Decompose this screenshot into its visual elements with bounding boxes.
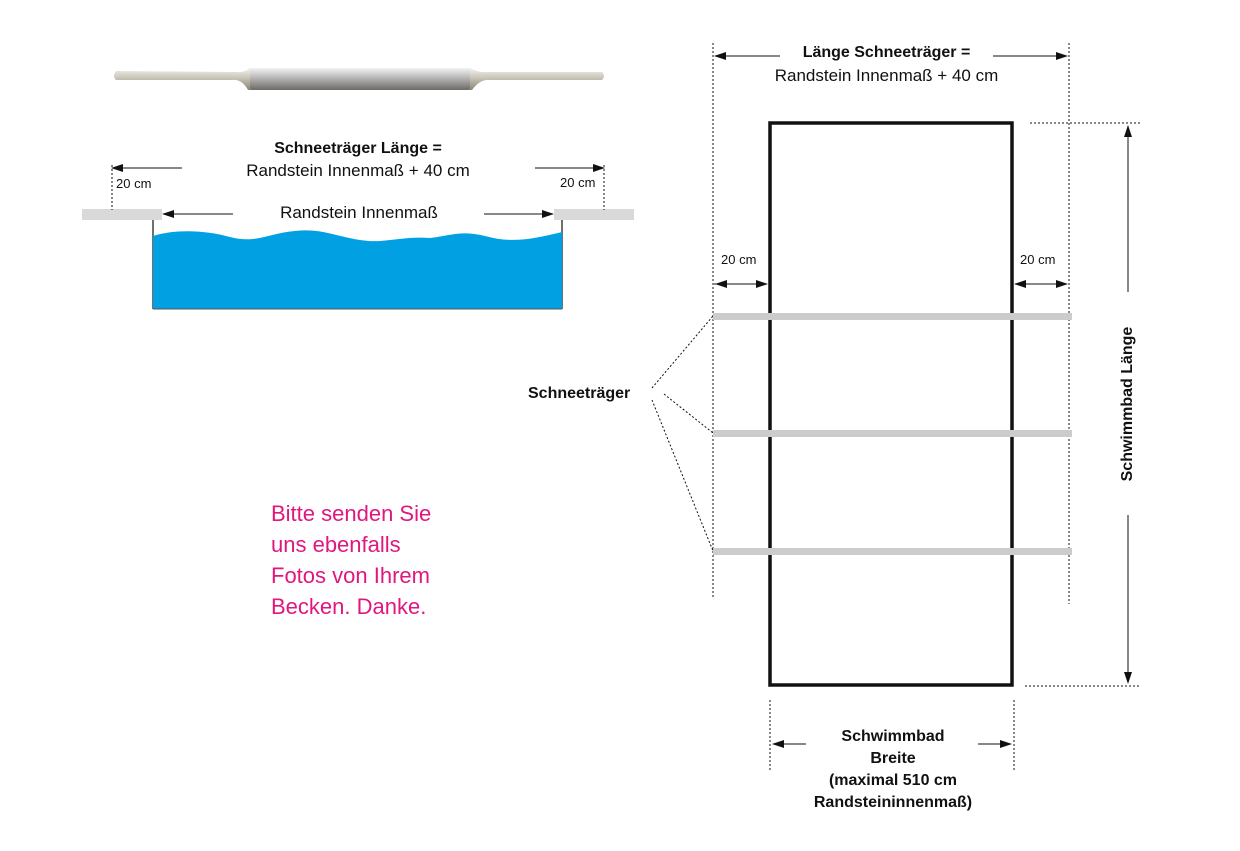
pool-width-line1: Schwimmbad <box>841 728 945 745</box>
left-title-line1: Schneeträger Länge = <box>274 140 442 157</box>
message-line-2: uns ebenfalls <box>271 532 401 557</box>
pool-water <box>153 230 562 309</box>
pool-width-label <box>790 726 996 814</box>
right-curb <box>554 209 634 220</box>
message-line-3: Fotos von Ihrem <box>271 563 430 588</box>
pool-length-label: Schwimmbad Länge <box>1119 326 1136 482</box>
snow-beam-1 <box>713 313 1072 320</box>
pool-width-line3: (maximal 510 cm <box>828 772 958 789</box>
snow-beam-3 <box>713 548 1072 555</box>
left-curb <box>82 209 162 220</box>
left-offset-label: 20 cm <box>116 176 152 191</box>
pool-cross-section <box>82 165 634 309</box>
beam-length-line1: Länge Schneeträger = <box>802 44 971 61</box>
beam-length-line2: Randstein Innenmaß + 40 cm <box>774 66 999 85</box>
left-title-line2: Randstein Innenmaß + 40 cm <box>246 161 470 180</box>
pool-width-line2: Breite <box>870 750 916 767</box>
inner-measure-label: Randstein Innenmaß <box>280 203 438 222</box>
message-line-1: Bitte senden Sie <box>271 501 432 526</box>
pool-top-view <box>652 43 1140 770</box>
snow-beams-label: Schneeträger <box>528 385 631 402</box>
photo-request-message <box>271 498 431 622</box>
message-line-4: Becken. Danke. <box>271 594 427 619</box>
right-offset-label: 20 cm <box>560 175 596 190</box>
pool-outline <box>770 123 1012 685</box>
snow-beam-photo <box>114 68 604 90</box>
top-left-offset-label: 20 cm <box>721 252 757 267</box>
top-right-offset-label: 20 cm <box>1020 252 1056 267</box>
pool-width-line4: Randsteininnenmaß) <box>813 794 973 811</box>
snow-beam-2 <box>713 430 1072 437</box>
